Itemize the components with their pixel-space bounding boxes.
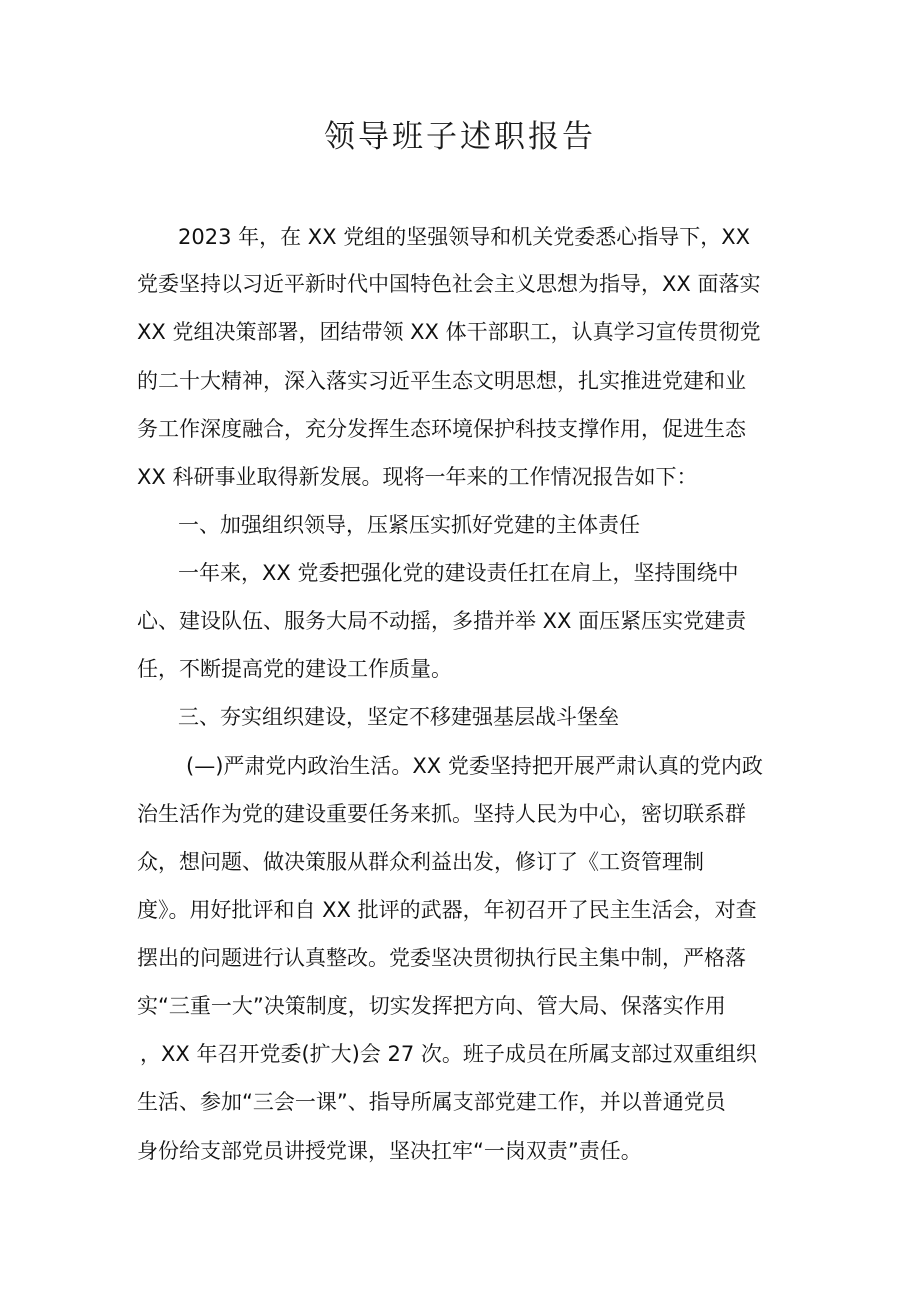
paragraph-line: XX 党组决策部署，团结带领 XX 体干部职工，认真学习宣传贯彻党 [137, 320, 761, 344]
paragraph-line: XX 科研事业取得新发展。现将一年来的工作情况报告如下： [137, 465, 698, 489]
paragraph-line: 生活、参加“三会一课”、指导所属支部党建工作，并以普通党员 [137, 1090, 726, 1114]
paragraph-line: 心、建设队伍、服务大局不动摇，多措并举 XX 面压紧压实党建责 [137, 609, 747, 633]
paragraph-line: 治生活作为党的建设重要任务来抓。坚持人民为中心，密切联系群 [137, 802, 746, 826]
paragraph-line: 实“三重一大”决策制度，切实发挥把方向、管大局、保落实作用 [137, 994, 726, 1018]
paragraph-line: 一年来，XX 党委把强化党的建设责任扛在肩上，坚持围绕中 [178, 561, 739, 585]
section-heading: 一、加强组织领导，压紧压实抓好党建的主体责任 [178, 513, 640, 537]
paragraph-line: 摆出的问题进行认真整改。党委坚决贯彻执行民主集中制，严格落 [137, 946, 746, 970]
section-heading: 三、夯实组织建设，坚定不移建强基层战斗堡垒 [178, 705, 619, 729]
paragraph-line: ，XX 年召开党委(扩大)会 27 次。班子成员在所属支部过双重组织 [140, 1042, 757, 1066]
paragraph-line: (—)严肃党内政治生活。XX 党委坚持把开展严肃认真的党内政 [186, 754, 763, 778]
paragraph-line: 务工作深度融合，充分发挥生态环境保护科技支撑作用，促进生态 [137, 417, 746, 441]
paragraph-line: 2023 年，在 XX 党组的坚强领导和机关党委悉心指导下，XX [178, 225, 751, 249]
paragraph-line: 的二十大精神，深入落实习近平生态文明思想，扎实推进党建和业 [137, 369, 746, 393]
document-title: 领导班子述职报告 [324, 119, 596, 155]
paragraph-line: 众，想问题、做决策服从群众利益出发，修订了《工资管理制 [137, 850, 704, 874]
paragraph-line: 度》。用好批评和自 XX 批评的武器，年初召开了民主生活会，对查 [137, 898, 757, 922]
paragraph-line: 党委坚持以习近平新时代中国特色社会主义思想为指导，XX 面落实 [137, 272, 761, 296]
paragraph-line: 任，不断提高党的建设工作质量。 [137, 657, 452, 681]
paragraph-line: 身份给支部党员讲授党课，坚决扛牢“一岗双责”责任。 [137, 1139, 642, 1163]
